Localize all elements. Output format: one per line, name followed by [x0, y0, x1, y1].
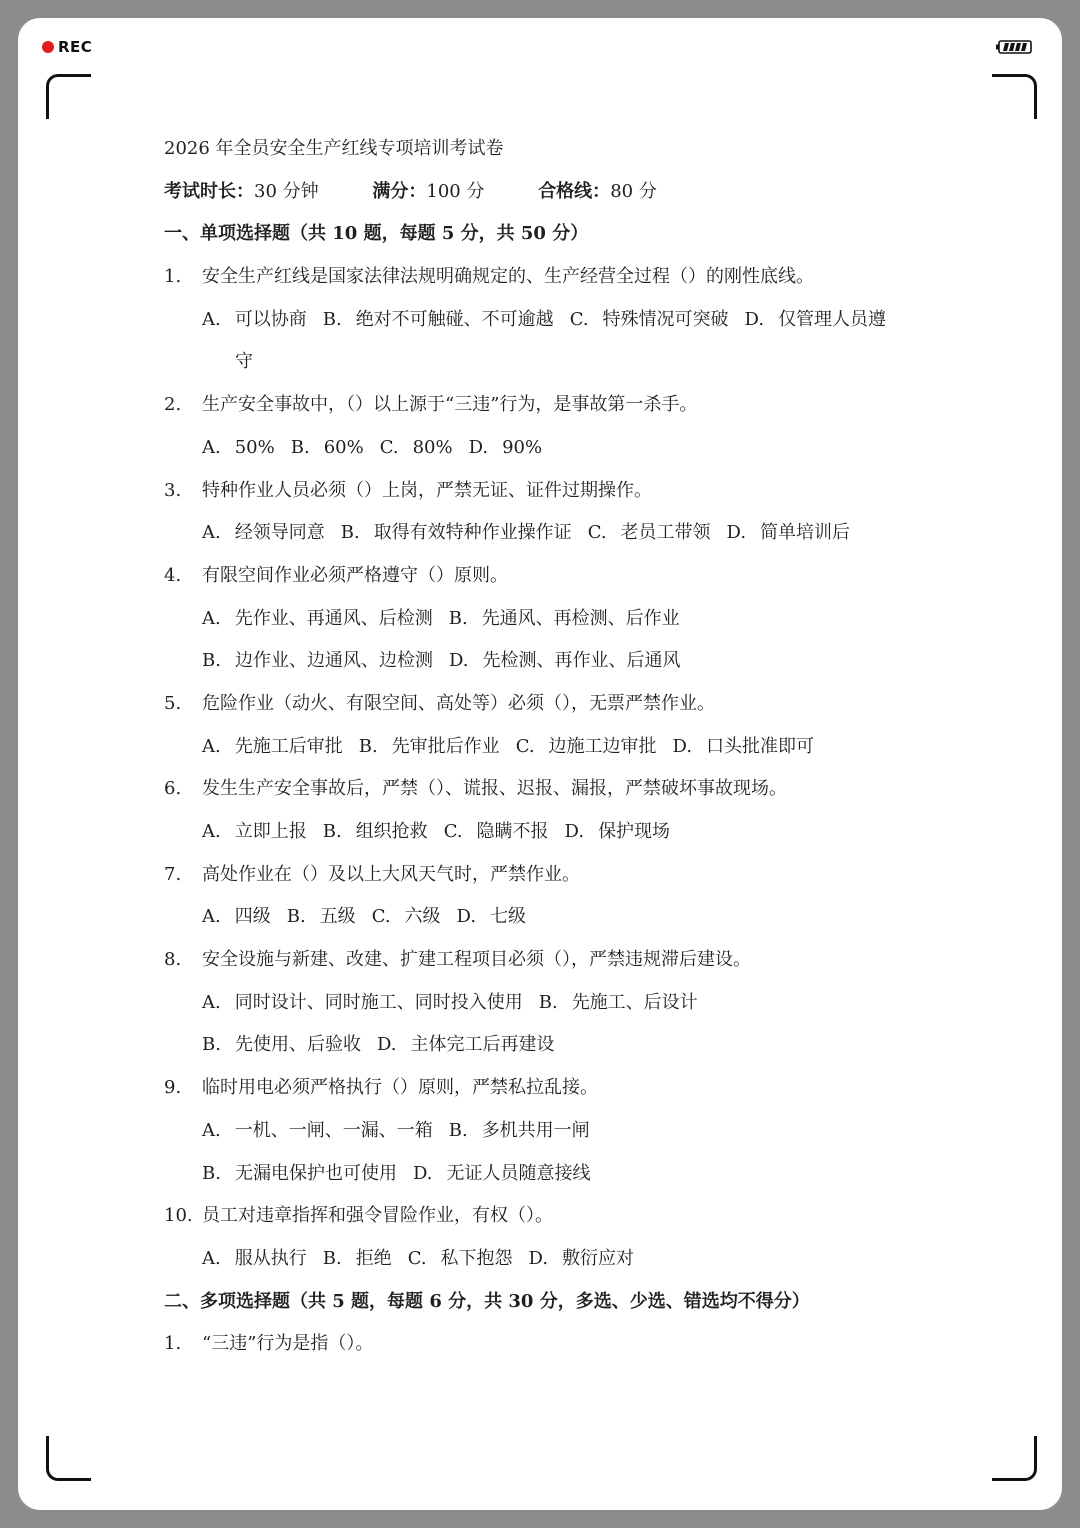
option [202, 608, 433, 629]
question-text: 高处作业在（）及以上大风天气时，严禁作业。 [202, 863, 580, 885]
option [202, 309, 307, 330]
option-letter: B. [202, 650, 221, 672]
exam-duration: 考试时长：30 分钟 [164, 180, 319, 202]
question-text: 危险作业（动火、有限空间、高处等）必须（），无票严禁作业。 [202, 692, 715, 714]
question-item [164, 1067, 924, 1110]
question-number: 6. [164, 778, 182, 800]
option [202, 1163, 397, 1184]
option-letter: A. [202, 607, 221, 629]
option-letter: D. [412, 1162, 433, 1184]
option-text: 80% [412, 436, 453, 458]
option-text: 经领导同意 [234, 522, 325, 544]
option-letter: A. [202, 522, 221, 544]
option-text: 先检测、再作业、后通风 [482, 650, 681, 672]
option [408, 1248, 513, 1269]
option [341, 522, 572, 543]
section-heading-single-choice: 一、单项选择题（共 10 题，每题 5 分，共 50 分） [164, 223, 589, 245]
option-text: 同时设计、同时施工、同时投入使用 [234, 991, 523, 1013]
option [413, 1163, 591, 1184]
question-text: 安全生产红线是国家法律法规明确规定的、生产经营全过程（）的刚性底线。 [202, 266, 814, 288]
option [516, 736, 657, 757]
option-line [164, 512, 924, 555]
option-line [164, 598, 924, 641]
exam-document [164, 128, 924, 1366]
option-line [164, 640, 924, 683]
option [202, 1248, 307, 1269]
question-item [164, 768, 924, 811]
option-text: 先审批后作业 [391, 735, 500, 757]
question-number: 8. [164, 949, 182, 971]
option-text: 四级 [234, 906, 271, 928]
option-letter: B. [202, 1162, 221, 1184]
option-letter: C. [407, 1247, 427, 1269]
question-item [164, 555, 924, 598]
option [291, 437, 364, 458]
option-text: 50% [234, 436, 275, 458]
option-letter: C. [569, 308, 589, 330]
option [565, 821, 671, 842]
option-text: 隐瞒不报 [476, 821, 549, 842]
option-text: 六级 [404, 906, 441, 928]
option-text: 可以协商 [234, 308, 307, 330]
option [202, 1034, 361, 1055]
record-dot-icon [42, 41, 54, 53]
option-text: 先施工后审批 [234, 735, 343, 757]
option [727, 522, 851, 543]
option-letter: B. [322, 1247, 342, 1269]
option-letter: D. [744, 308, 765, 330]
question-item [164, 939, 924, 982]
option [287, 906, 356, 927]
option-text: 服从执行 [234, 1247, 307, 1269]
option-letter: B. [290, 436, 310, 458]
question-text: 安全设施与新建、改建、扩建工程项目必须（），严禁违规滞后建设。 [202, 949, 751, 971]
question-number: 5. [164, 692, 182, 714]
option-text: 无证人员随意接线 [446, 1162, 591, 1184]
option-letter: A. [202, 821, 221, 842]
rec-indicator [42, 38, 92, 56]
option-letter: D. [456, 906, 477, 928]
option-letter: D. [376, 1034, 397, 1056]
option [745, 309, 887, 330]
frame-corner-top-right [992, 74, 1037, 119]
question-list [164, 256, 924, 1281]
option [449, 1120, 590, 1141]
option [380, 437, 453, 458]
option-text: 取得有效特种作业操作证 [373, 522, 572, 544]
question-text: 临时用电必须严格执行（）原则，严禁私拉乱接。 [202, 1077, 598, 1099]
option-text: 先作业、再通风、后检测 [234, 607, 433, 629]
question-item [164, 683, 924, 726]
option-line [164, 1024, 924, 1067]
question-number: 2. [164, 394, 182, 416]
option-text: 90% [502, 436, 543, 458]
option-letter: D. [726, 522, 747, 544]
option [529, 1248, 635, 1269]
option-text: 边施工边审批 [548, 735, 657, 757]
option-letter: A. [202, 1247, 221, 1269]
option [372, 906, 441, 927]
option [570, 309, 729, 330]
option-letter: B. [202, 1034, 221, 1056]
question-text: 生产安全事故中，（）以上源于“三违”行为，是事故第一杀手。 [202, 394, 698, 416]
option-line [164, 811, 924, 854]
option-continuation: 守 [235, 351, 253, 373]
option-text: 先使用、后验收 [234, 1034, 361, 1056]
option-letter: D. [448, 650, 469, 672]
question-text: 发生生产安全事故后，严禁（）、谎报、迟报、漏报，严禁破坏事故现场。 [202, 778, 787, 800]
option-letter: B. [322, 821, 342, 842]
option-letter: B. [286, 906, 306, 928]
question-item [164, 854, 924, 897]
option [323, 309, 554, 330]
question-number: 4. [164, 564, 182, 586]
option-letter: C. [587, 522, 607, 544]
option-text: 边作业、边通风、边检测 [234, 650, 433, 672]
option [202, 650, 433, 671]
option-text: 主体完工后再建设 [410, 1034, 555, 1056]
option-line [164, 427, 924, 470]
exam-info [164, 171, 924, 214]
option [202, 992, 523, 1013]
option-letter: C. [379, 436, 399, 458]
option-letter: A. [202, 906, 221, 928]
rec-label: REC [58, 38, 93, 56]
option-text: 口头批准即可 [706, 735, 815, 757]
option [323, 821, 428, 842]
question-text: “三违”行为是指（）。 [202, 1333, 374, 1355]
option-text: 无漏电保护也可使用 [234, 1162, 397, 1184]
question-text: 特种作业人员必须（）上岗，严禁无证、证件过期操作。 [202, 479, 652, 501]
exam-pass-line: 合格线：80 分 [538, 180, 657, 202]
option-line [164, 896, 924, 939]
option-letter: B. [322, 308, 342, 330]
option-text: 老员工带领 [620, 522, 711, 544]
option-text: 五级 [319, 906, 356, 928]
option-letter: B. [448, 607, 468, 629]
question-item [164, 1323, 924, 1366]
option-text: 七级 [490, 906, 527, 928]
option-letter: D. [528, 1247, 549, 1269]
option-letter: D. [468, 436, 489, 458]
question-item [164, 384, 924, 427]
option [359, 736, 500, 757]
option-letter: A. [202, 1119, 221, 1141]
option [202, 821, 307, 842]
option [444, 821, 549, 842]
frame-corner-top-left [46, 74, 91, 119]
question-number: 3. [164, 479, 182, 501]
question-number: 1. [164, 266, 182, 288]
option-letter: D. [564, 821, 585, 842]
question-number: 10. [164, 1205, 193, 1227]
option-line [164, 726, 924, 769]
frame-corner-bottom-left [46, 1436, 91, 1481]
option-letter: B. [358, 735, 378, 757]
option-text: 仅管理人员遵 [778, 308, 887, 330]
option-line [164, 1110, 924, 1153]
option-text: 保护现场 [598, 821, 671, 842]
exam-full-score: 满分：100 分 [372, 180, 485, 202]
option-letter: A. [202, 991, 221, 1013]
option [469, 437, 543, 458]
option-text: 组织抢救 [355, 821, 428, 842]
option-letter: A. [202, 436, 221, 458]
option-line [164, 1153, 924, 1196]
option-letter: A. [202, 308, 221, 330]
battery-icon [996, 40, 1032, 54]
option-line [164, 299, 924, 342]
question-number: 1. [164, 1333, 182, 1355]
frame-corner-bottom-right [992, 1436, 1037, 1481]
question-text: 有限空间作业必须严格遵守（）原则。 [202, 564, 508, 586]
exam-title: 2026 年全员安全生产红线专项培训考试卷 [164, 138, 504, 159]
option [202, 1120, 433, 1141]
option [202, 736, 343, 757]
option-letter: B. [340, 522, 360, 544]
option-text: 特殊情况可突破 [602, 308, 729, 330]
option-text: 多机共用一闸 [481, 1119, 590, 1141]
question-item [164, 470, 924, 513]
option [202, 522, 325, 543]
option [588, 522, 711, 543]
option-text: 先施工、后设计 [571, 991, 698, 1013]
option [539, 992, 698, 1013]
option-text: 私下抱怨 [440, 1247, 513, 1269]
option [323, 1248, 392, 1269]
option-letter: D. [672, 735, 693, 757]
option [449, 650, 681, 671]
question-text: 员工对违章指挥和强令冒险作业，有权（）。 [202, 1205, 553, 1227]
question-number: 9. [164, 1077, 182, 1099]
question-item [164, 1195, 924, 1238]
option [202, 437, 275, 458]
option-text: 拒绝 [355, 1247, 392, 1269]
question-number: 7. [164, 863, 182, 885]
option [377, 1034, 555, 1055]
question-item [164, 256, 924, 299]
option [449, 608, 680, 629]
option-line [164, 1238, 924, 1281]
option-text: 先通风、再检测、后作业 [481, 607, 680, 629]
option-letter: B. [448, 1119, 468, 1141]
option-letter: A. [202, 735, 221, 757]
option-text: 立即上报 [234, 821, 307, 842]
option-text: 敷衍应对 [562, 1247, 635, 1269]
option-letter: C. [515, 735, 535, 757]
option-letter: C. [371, 906, 391, 928]
option [673, 736, 815, 757]
option [202, 906, 271, 927]
option-text: 一机、一闸、一漏、一箱 [234, 1119, 433, 1141]
option-text: 绝对不可触碰、不可逾越 [355, 308, 554, 330]
option-letter: B. [538, 991, 558, 1013]
option-text: 简单培训后 [760, 522, 851, 544]
option-line [164, 982, 924, 1025]
section-heading-multiple-choice: 二、多项选择题（共 5 题，每题 6 分，共 30 分，多选、少选、错选均不得分） [164, 1290, 810, 1312]
option-letter: C. [443, 821, 463, 842]
option [457, 906, 527, 927]
option-text: 60% [323, 436, 364, 458]
